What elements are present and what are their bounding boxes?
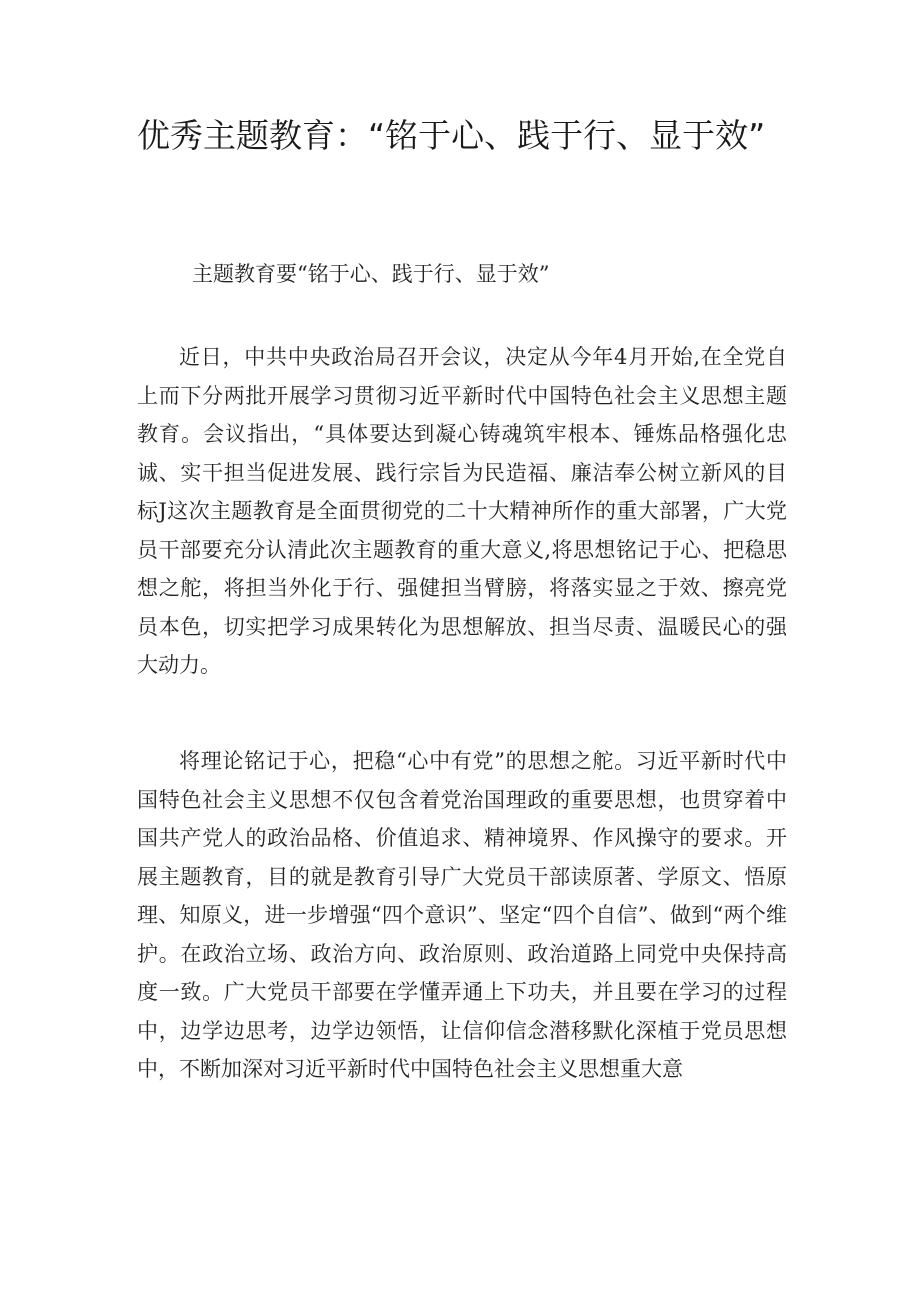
paragraph-1: 近日，中共中央政治局召开会议，决定从今年4月开始,在全党自上而下分两批开展学习贯彻习近平新时代中国特色社会主义思想主题教育。会议指出，“具体要达到凝心铸魂筑牢根本、锤炼品格强化忠诚、实干担当促进发展、践行宗旨为民造福、廉洁奉公树立新风的目标J这次主题教育是全面贯彻党的二十大精神所作的重大部署，广大党员干部要充分认清此次主题教育的重大意义,将思想铭记于心、把稳思想之舵，将担当外化于行、强健担当臂膀，将落实显之于效、擦亮党员本色，切实把学习成果转化为思想解放、担当尽责、温暖民心的强大动力。 xyxy=(137,345,787,677)
document-subtitle: 主题教育要“铭于心、践于行、显于效” xyxy=(192,262,550,286)
document-title: 优秀主题教育：“铭于心、践于行、显于效” xyxy=(137,116,766,155)
paragraph-2: 将理论铭记于心，把稳“心中有党”的思想之舵。习近平新时代中国特色社会主义思想不仅包含着党治国理政的重要思想，也贯穿着中国共产党人的政治品格、价值追求、精神境界、作风操守的要求。开展主题教育，目的就是教育引导广大党员干部读原著、学原文、悟原理、知原义，进一步增强“四个意识”、坚定“四个自信”、做到“两个维护。在政治立场、政治方向、政治原则、政治道路上同党中央保持高度一致。广大党员干部要在学懂弄通上下功夫，并且要在学习的过程中，边学边思考，边学边领悟，让信仰信念潜移默化深植于党员思想中，不断加深对习近平新时代中国特色社会主义思想重大意 xyxy=(137,749,787,1081)
